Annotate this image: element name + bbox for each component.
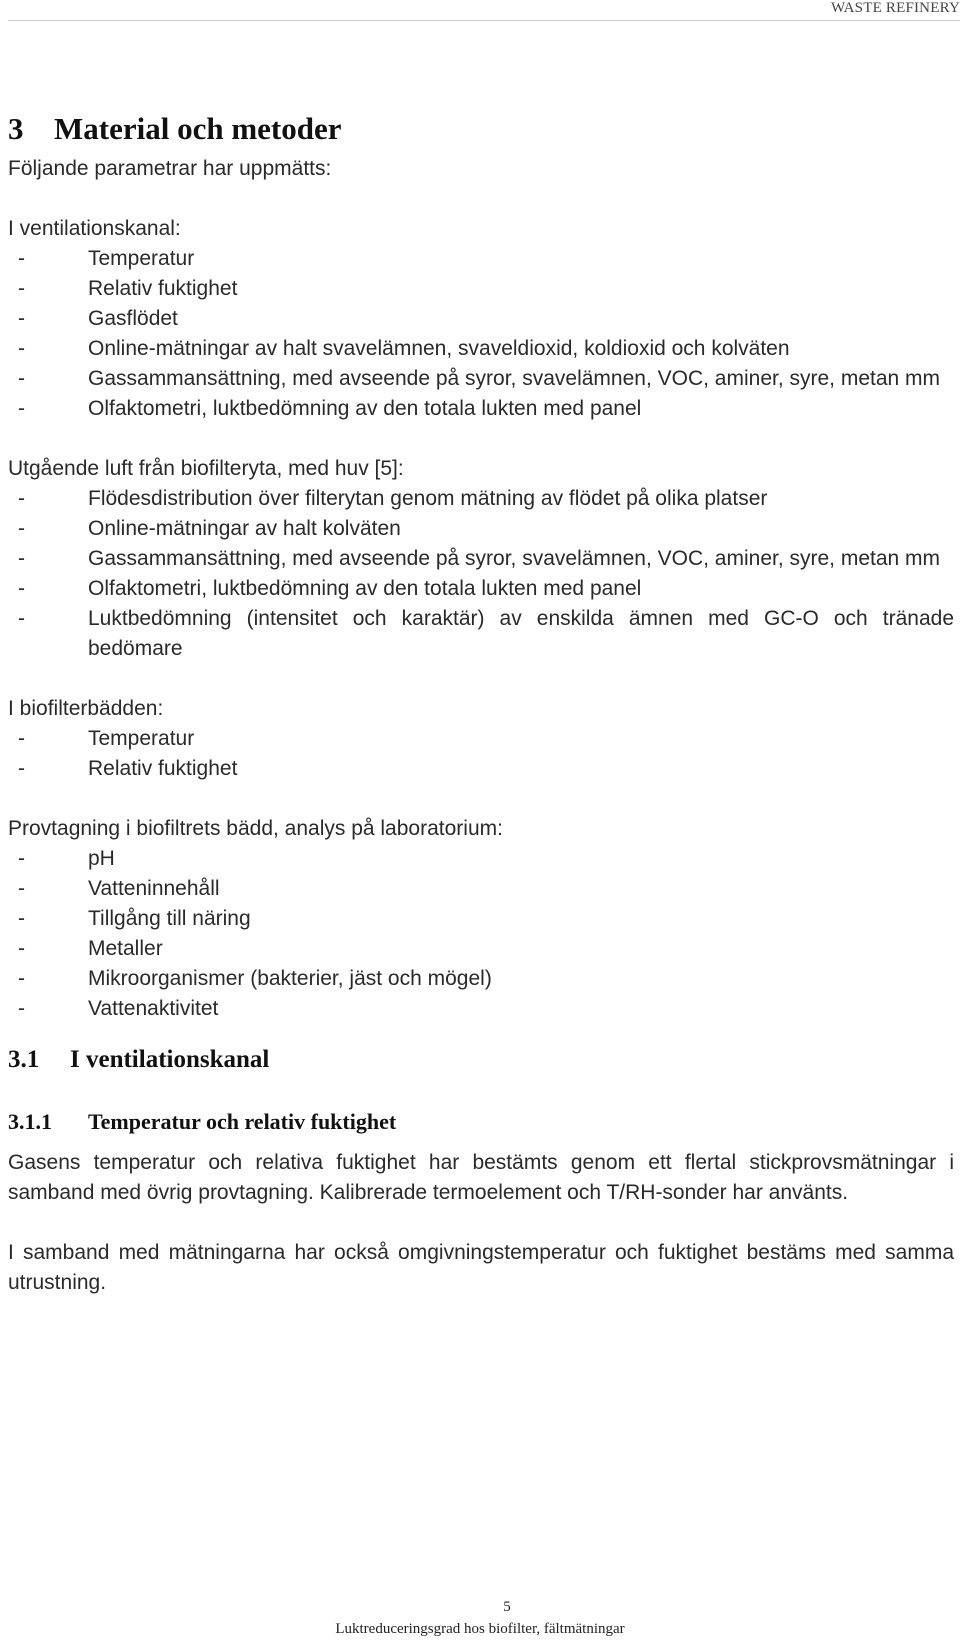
list-item: - Gassammansättning, med avseende på syror, svavelämnen, VOC, aminer, syre, metan mm	[18, 547, 941, 570]
body-text	[8, 1148, 954, 1298]
page-content	[8, 104, 954, 1298]
subsubsection-number: 3.1.1	[8, 1109, 52, 1134]
group-heading-sampling: Provtagning i biofiltrets bädd, analys på laboratorium:	[8, 817, 503, 840]
subsection-title: I ventilationskanal	[70, 1046, 270, 1073]
list-ventilation	[8, 244, 954, 424]
paragraph: Gasens temperatur och relativa fuktighet har bestämts genom ett flertal stickprovsmätningar i samband med övrig provtagning. Kalibrerade termoelement och T/RH-sonder har använts.	[8, 1151, 954, 1204]
list-item: - Tillgång till näring	[18, 907, 251, 930]
list-item: - pH	[18, 847, 115, 870]
group-heading-bed: I biofilterbädden:	[8, 697, 164, 720]
list-item: - Temperatur	[18, 247, 195, 270]
intro-text: Följande parametrar har uppmätts:	[8, 157, 332, 180]
group-heading-surface: Utgående luft från biofilteryta, med huv [5]:	[8, 457, 404, 480]
list-item: - Luktbedömning (intensitet och karaktär) av enskilda ämnen med GC-O och tränade bedömare	[18, 607, 954, 660]
list-item: - Mikroorganismer (bakterier, jäst och mögel)	[18, 967, 492, 990]
running-header: WASTE REFINERY	[830, 0, 960, 16]
list-item: - Relativ fuktighet	[18, 277, 238, 300]
list-item: - Online-mätningar av halt svavelämnen, svaveldioxid, koldioxid och kolväten	[18, 337, 790, 360]
page-footer	[0, 1596, 960, 1640]
list-bed	[8, 724, 954, 784]
section-title: Material och metoder	[54, 111, 342, 146]
group-heading-ventilation: I ventilationskanal:	[8, 217, 181, 240]
subsection-number: 3.1	[8, 1046, 40, 1073]
list-item: - Online-mätningar av halt kolväten	[18, 517, 401, 540]
list-item: - Vatteninnehåll	[18, 877, 220, 900]
section-number: 3	[8, 111, 24, 146]
list-item: - Gassammansättning, med avseende på syror, svavelämnen, VOC, aminer, syre, metan mm	[18, 367, 941, 390]
list-item: - Temperatur	[18, 727, 195, 750]
list-item: - Flödesdistribution över filterytan genom mätning av flödet på olika platser	[18, 487, 768, 510]
list-item: - Vattenaktivitet	[18, 997, 219, 1020]
footer-title: Luktreduceringsgrad hos biofilter, fältmätningar	[335, 1621, 625, 1637]
list-surface	[8, 484, 954, 664]
subsubsection-title: Temperatur och relativ fuktighet	[88, 1109, 397, 1134]
list-sampling	[8, 844, 954, 1024]
subsection-heading	[8, 1040, 954, 1080]
parameters-block	[8, 154, 954, 1024]
list-item: - Relativ fuktighet	[18, 757, 238, 780]
paragraph: I samband med mätningarna har också omgivningstemperatur och fuktighet bestäms med samma utrustning.	[8, 1241, 954, 1294]
list-item: - Olfaktometri, luktbedömning av den totala lukten med panel	[18, 577, 642, 600]
list-item: - Metaller	[18, 937, 163, 960]
header-divider	[8, 20, 960, 21]
list-item: - Gasflödet	[18, 307, 178, 330]
section-heading	[8, 104, 954, 154]
page-number: 5	[503, 1599, 511, 1615]
subsubsection-heading	[8, 1104, 954, 1140]
list-item: - Olfaktometri, luktbedömning av den totala lukten med panel	[18, 397, 642, 420]
